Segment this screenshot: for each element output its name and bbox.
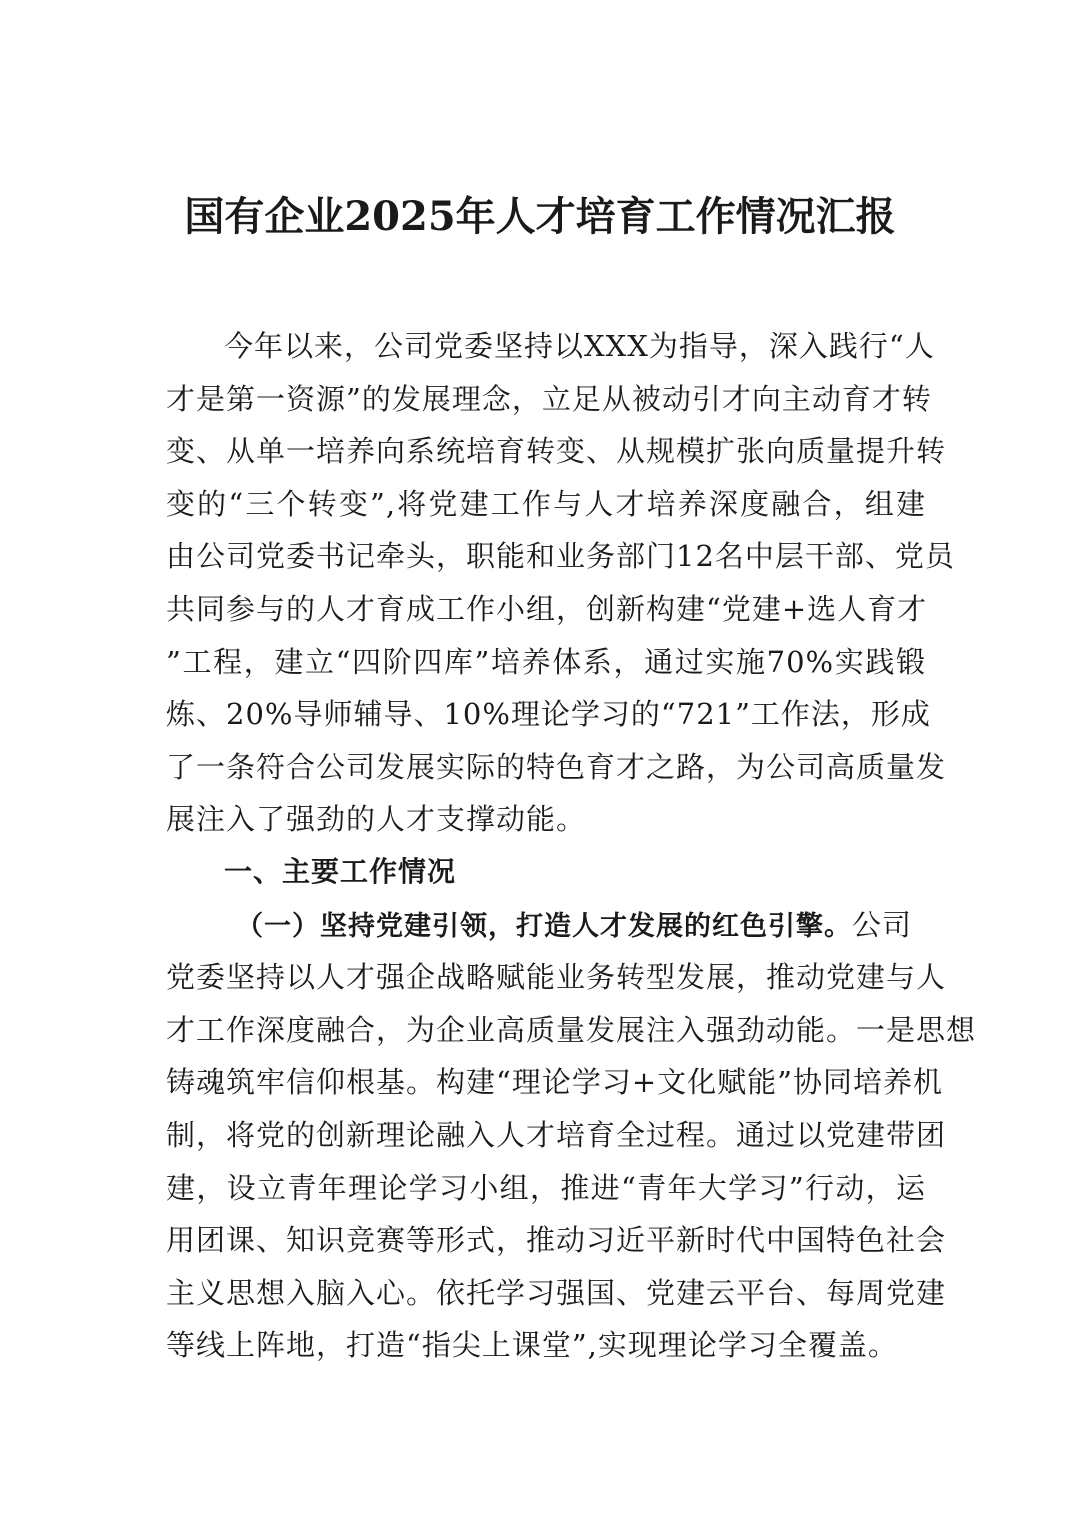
paragraph-line: 变的“三个转变”,将党建工作与人才培养深度融合，组建 — [166, 486, 926, 521]
section-heading: 一、主要工作情况 — [224, 854, 457, 888]
paragraph-line: 用团课、知识竞赛等形式，推动习近平新时代中国特色社会 — [166, 1223, 947, 1258]
document-title: 国有企业2025年人才培育工作情况汇报 — [184, 193, 896, 240]
paragraph-line: 了一条符合公司发展实际的特色育才之路，为公司高质量发 — [166, 749, 947, 784]
paragraph-line: 建，设立青年理论学习小组，推进“青年大学习”行动，运 — [166, 1170, 926, 1205]
paragraph-line: 党委坚持以人才强企战略赋能业务转型发展，推动党建与人 — [166, 960, 947, 995]
paragraph-line: 铸魂筑牢信仰根基。构建“理论学习+文化赋能”协同培养机 — [166, 1065, 943, 1100]
paragraph-line: 变、从单一培养向系统培育转变、从规模扩张向质量提升转 — [166, 434, 947, 469]
paragraph-line: 才是第一资源”的发展理念，立足从被动引才向主动育才转 — [166, 381, 932, 416]
paragraph-line: 由公司党委书记牵头，职能和业务部门12名中层干部、党员 — [166, 539, 955, 574]
paragraph-line: 等线上阵地，打造“指尖上课堂”,实现理论学习全覆盖。 — [166, 1328, 898, 1363]
paragraph-line: 才工作深度融合，为企业高质量发展注入强劲动能。一是思想 — [166, 1012, 977, 1047]
paragraph-line: 共同参与的人才育成工作小组，创新构建“党建+选人育才 — [166, 591, 928, 626]
subsection-heading: （一）坚持党建引领，打造人才发展的红色引擎。 — [236, 910, 852, 942]
paragraph-line: 炼、20%导师辅导、10%理论学习的“721”工作法，形成 — [166, 697, 931, 732]
paragraph-line: 制，将党的创新理论融入人才培育全过程。通过以党建带团 — [166, 1117, 947, 1152]
paragraph-line-rest: 公司 — [852, 907, 913, 942]
paragraph-line: ”工程，建立“四阶四库”培养体系，通过实施70%实践锻 — [166, 644, 926, 679]
paragraph-line: 今年以来，公司党委坚持以XXX为指导，深入践行“人 — [224, 329, 935, 363]
paragraph-line: 展注入了强劲的人才支撑动能。 — [166, 802, 587, 837]
paragraph-line: 主义思想入脑入心。依托学习强国、党建云平台、每周党建 — [166, 1275, 947, 1310]
subsection-heading-line — [166, 899, 926, 952]
document-body — [166, 320, 977, 1372]
